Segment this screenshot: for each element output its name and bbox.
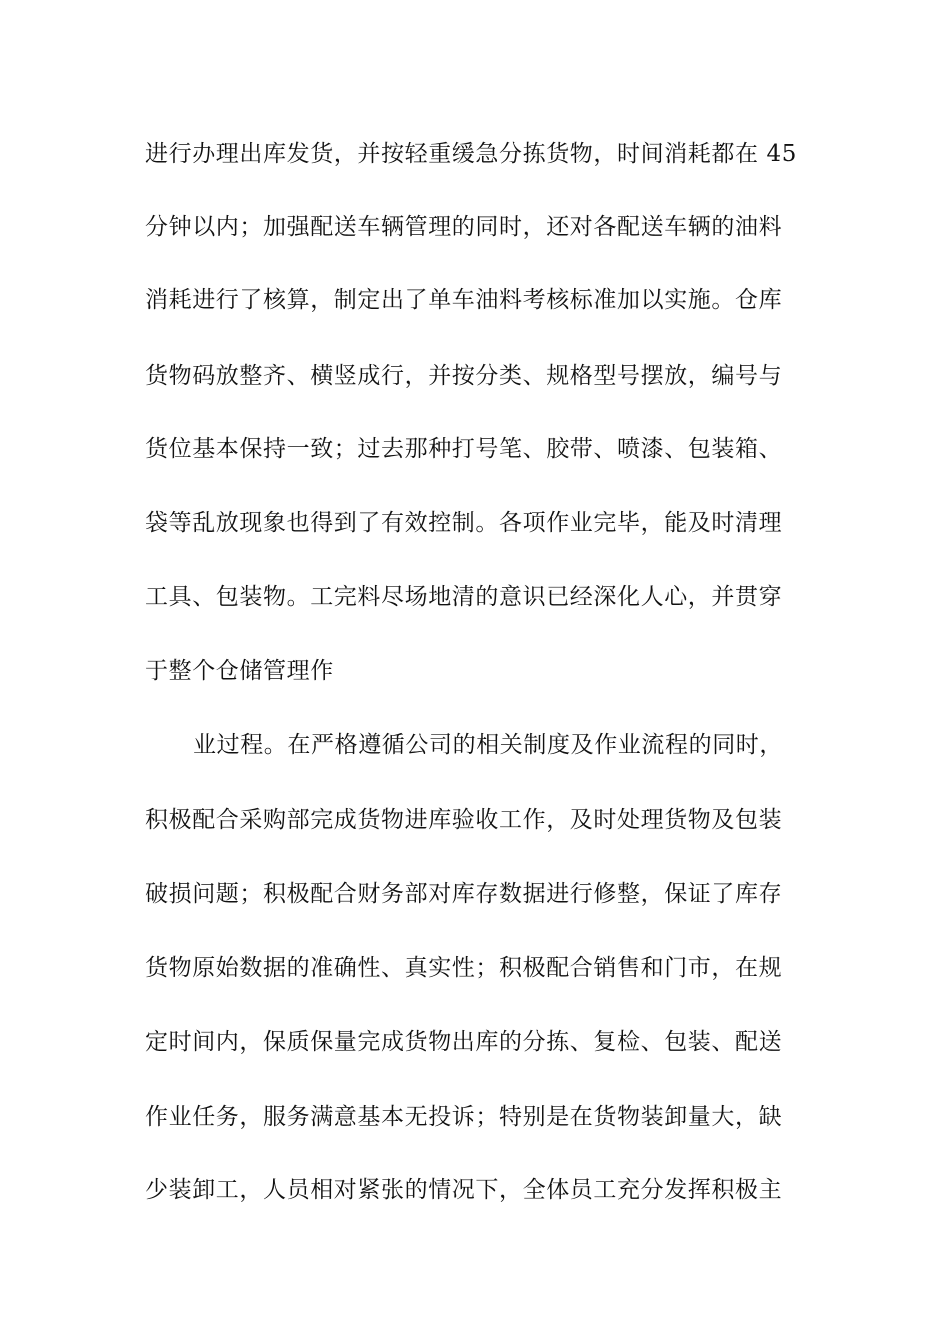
text-line: 货位基本保持一致；过去那种打号笔、胶带、喷漆、包装箱、	[145, 436, 783, 462]
text-line: 分钟以内；加强配送车辆管理的同时，还对各配送车辆的油料	[145, 214, 783, 240]
text-line: 货物原始数据的准确性、真实性；积极配合销售和门市，在规	[145, 955, 783, 981]
text-line: 消耗进行了核算，制定出了单车油料考核标准加以实施。仓库	[145, 287, 783, 313]
text-line: 进行办理出库发货，并按轻重缓急分拣货物，时间消耗都在 45	[145, 141, 797, 167]
paragraph-first-line: 业过程。在严格遵循公司的相关制度及作业流程的同时，	[193, 732, 783, 758]
text-line: 定时间内，保质保量完成货物出库的分拣、复检、包装、配送	[145, 1029, 783, 1055]
text-line: 积极配合采购部完成货物进库验收工作，及时处理货物及包装	[145, 807, 783, 833]
text-line: 破损问题；积极配合财务部对库存数据进行修整，保证了库存	[145, 881, 783, 907]
text-line: 少装卸工，人员相对紧张的情况下，全体员工充分发挥积极主	[145, 1177, 783, 1203]
text-line: 货物码放整齐、横竖成行，并按分类、规格型号摆放，编号与	[145, 363, 783, 389]
text-line: 于整个仓储管理作	[145, 658, 334, 684]
text-line: 工具、包装物。工完料尽场地清的意识已经深化人心，并贯穿	[145, 584, 783, 610]
text-line: 袋等乱放现象也得到了有效控制。各项作业完毕，能及时清理	[145, 510, 783, 536]
text-line: 作业任务，服务满意基本无投诉；特别是在货物装卸量大，缺	[145, 1104, 783, 1130]
